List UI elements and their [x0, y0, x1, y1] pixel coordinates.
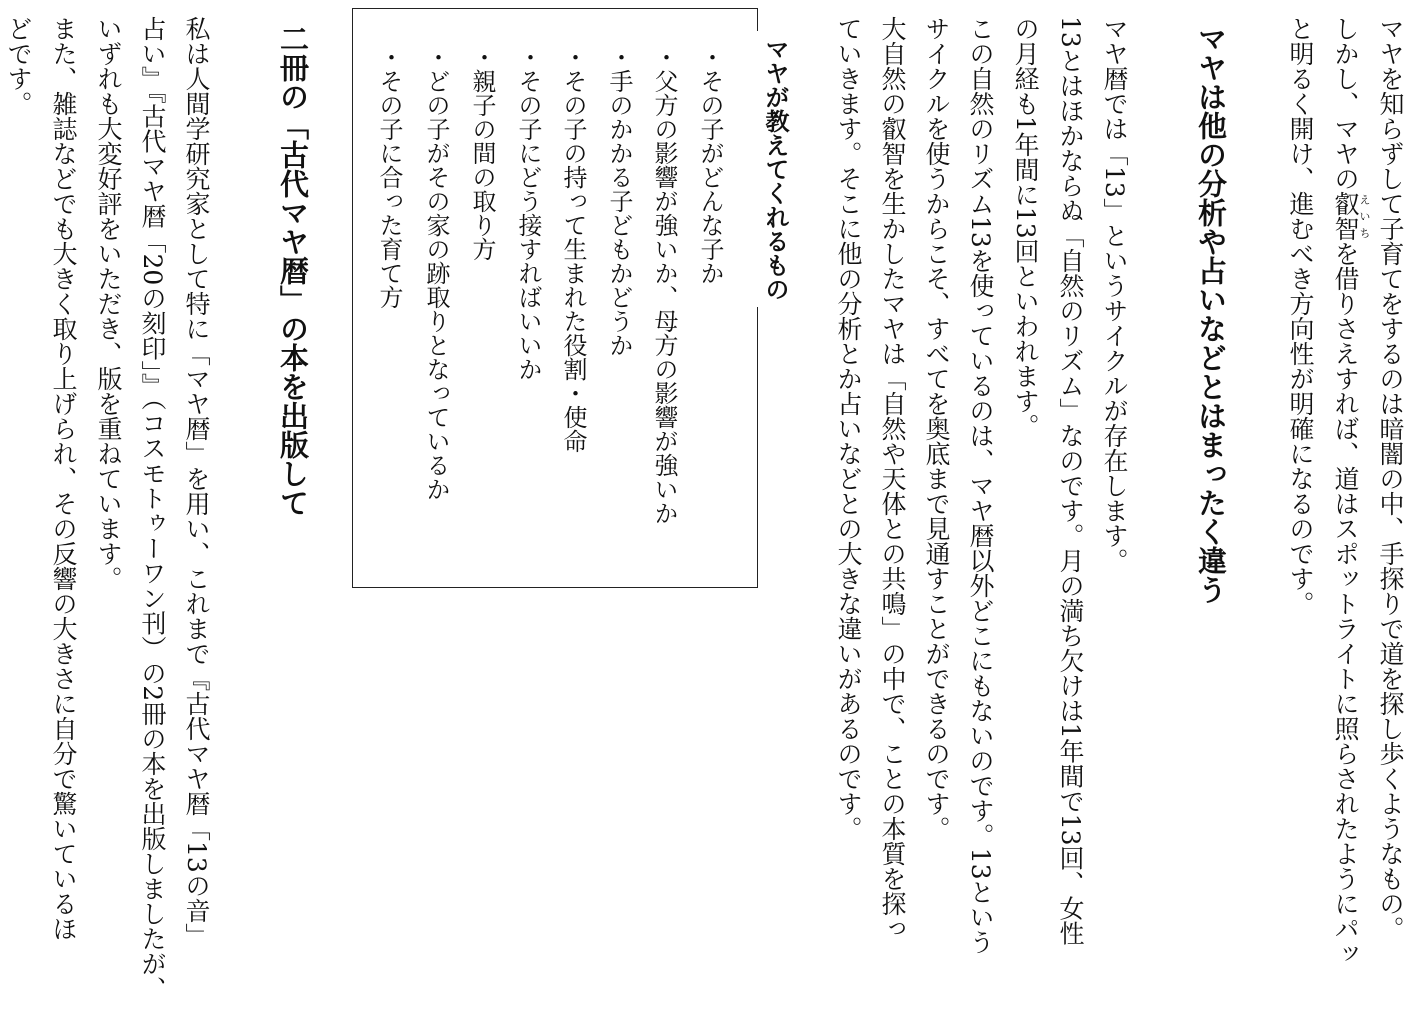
section1-line-7: ていきます。そこに他の分析とか占いなどとの大きな違いがあるのです。 [834, 16, 863, 841]
section1-line-6: 大自然の叡智を生かしたマヤは「自然や天体との共鳴」の中で、ことの本質を探っ [878, 16, 907, 941]
box-item-8: ・その子に合った育て方 [375, 45, 403, 309]
section2-heading: 二冊の「古代マヤ暦」の本を出版して [276, 24, 310, 517]
eichi-ruby-base: 叡智 [1331, 191, 1360, 241]
section2-line-1: 私は人間学研究家として特に「マヤ暦」を用い、これまで『古代マヤ暦「13の音」 [182, 16, 211, 948]
box-item-1: ・その子がどんな子か [696, 45, 724, 285]
section1-line-2: 13とはほかならぬ「自然のリズム」なのです。月の満ち欠けは1年間で13回、女性 [1056, 16, 1085, 946]
section1-line-5: サイクルを使うからこそ、すべてを奥底まで見通すことができるのです。 [922, 16, 951, 841]
box-item-3: ・手のかかる子どもかどうか [605, 45, 633, 357]
section1-line-4: この自然のリズム13を使っているのは、マヤ暦以外どこにもないのです。13という [966, 16, 995, 955]
maya-teaches-box [352, 8, 789, 588]
section2-line-2: 占い』『古代マヤ暦「20の刻印」』（コスモトゥーワン刊）の2冊の本を出版しましたが、 [138, 16, 167, 1002]
section1-line-3: の月経も1年間に13回といわれます。 [1011, 16, 1040, 439]
section2-line-5: どです。 [4, 16, 33, 116]
eichi-ruby [1331, 191, 1371, 241]
section2-line-4: また、雑誌などでも大きく取り上げられ、その反響の大きさに自分で驚いているほ [49, 16, 78, 941]
box-item-2: ・父方の影響が強いか、母方の影響が強いか [650, 45, 678, 525]
intro-line-2-end: を借りさえすれば、道はスポットライトに照らされたようにパッ [1331, 241, 1360, 966]
eichi-ruby-reading: えいち [1358, 191, 1371, 241]
intro-line-3: と明るく開け、進むべき方向性が明確になるのです。 [1286, 16, 1315, 616]
box-item-7: ・どの子がその家の跡取りとなっているか [422, 45, 450, 501]
section1-heading: マヤは他の分析や占いなどとはまったく違う [1194, 24, 1228, 604]
section1-line-1: マヤ暦では「13」というサイクルが存在します。 [1100, 16, 1129, 573]
box-item-5: ・その子にどう接すればいいか [514, 45, 542, 381]
box-item-4: ・その子の持って生まれた役割・使命 [559, 45, 587, 453]
box-title: マヤが教えてくれるもの [753, 31, 787, 307]
intro-line-1: マヤを知らずして子育てをするのは暗闇の中、手探りで道を探し歩くようなもの。 [1376, 16, 1405, 941]
section2-line-3: いずれも大変好評をいただき、版を重ねています。 [94, 16, 123, 591]
intro-line-2 [1333, 16, 1371, 966]
intro-line-2-start: しかし、マヤの [1331, 16, 1360, 191]
box-item-6: ・親子の間の取り方 [468, 45, 496, 261]
